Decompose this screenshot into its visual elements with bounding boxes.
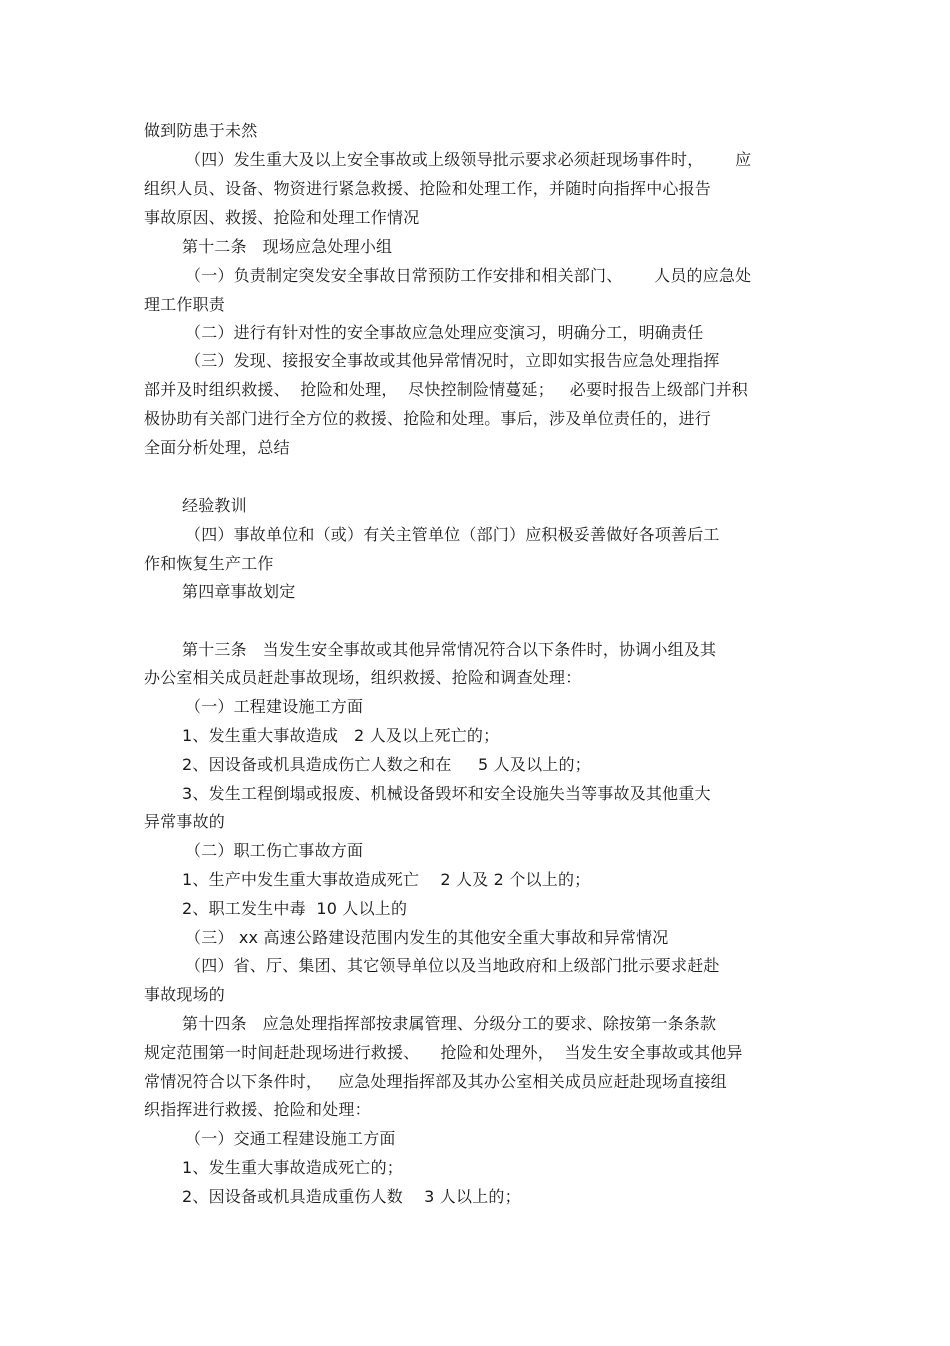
text-line: 常情况符合以下条件时， 应急处理指挥部及其办公室相关成员应赶赴现场直接组: [144, 1072, 727, 1091]
text-line: （一）工程建设施工方面: [185, 697, 364, 716]
text-line: 极协助有关部门进行全方位的救援、抢险和处理。事后，涉及单位责任的，进行: [144, 409, 712, 428]
text-line: （一）交通工程建设施工方面: [185, 1129, 396, 1148]
text-line: 全面分析处理，总结: [144, 438, 290, 457]
text-line: （二）进行有针对性的安全事故应急处理应变演习，明确分工，明确责任: [185, 323, 704, 342]
text-line: 办公室相关成员赶赴事故现场，组织救援、抢险和调查处理：: [144, 668, 582, 687]
text-line: （一）负责制定突发安全事故日常预防工作安排和相关部门、 人员的应急处: [185, 266, 752, 285]
section-heading: 第十三条 当发生安全事故或其他异常情况符合以下条件时，协调小组及其: [182, 640, 717, 659]
text-line: 2、职工发生中毒 10 人以上的: [182, 899, 408, 918]
section-heading: 第十四条 应急处理指挥部按隶属管理、分级分工的要求、除按第一条条款: [182, 1014, 717, 1033]
text-line: 经验教训: [182, 496, 247, 515]
text-line: 作和恢复生产工作: [144, 554, 274, 573]
text-line: 事故原因、救援、抢险和处理工作情况: [144, 208, 420, 227]
text-line: （三） xx 高速公路建设范围内发生的其他安全重大事故和异常情况: [185, 928, 669, 947]
text-line: 做到防患于未然: [144, 121, 258, 140]
text-line: （四）省、厅、集团、其它领导单位以及当地政府和上级部门批示要求赶赴: [185, 956, 720, 975]
text-line: 1、发生重大事故造成死亡的；: [182, 1158, 403, 1177]
text-line: 事故现场的: [144, 985, 226, 1004]
text-line: （三）发现、接报安全事故或其他异常情况时，立即如实报告应急处理指挥: [185, 351, 720, 370]
text-line: 部并及时组织救援、 抢险和处理， 尽快控制险情蔓延； 必要时报告上级部门并积: [144, 380, 749, 399]
text-line: 组织人员、设备、物资进行紧急救援、抢险和处理工作，并随时向指挥中心报告: [144, 179, 712, 198]
text-line: 异常事故的: [144, 812, 226, 831]
section-heading: 第十二条 现场应急处理小组: [182, 237, 393, 256]
text-line: 规定范围第一时间赶赴现场进行救援、 抢险和处理外， 当发生安全事故或其他异: [144, 1043, 743, 1062]
text-line: （四）事故单位和（或）有关主管单位（部门）应积极妥善做好各项善后工: [185, 525, 720, 544]
text-line: 1、生产中发生重大事故造成死亡 2 人及 2 个以上的；: [182, 870, 591, 889]
text-line: 1、发生重大事故造成 2 人及以上死亡的；: [182, 726, 500, 745]
text-line: 2、因设备或机具造成伤亡人数之和在 5 人及以上的；: [182, 755, 591, 774]
text-line: 织指挥进行救援、抢险和处理：: [144, 1100, 371, 1119]
chapter-heading: 第四章事故划定: [182, 582, 296, 601]
text-line: 2、因设备或机具造成重伤人数 3 人以上的；: [182, 1187, 521, 1206]
text-line: （二）职工伤亡事故方面: [185, 841, 364, 860]
text-line: 理工作职责: [144, 295, 226, 314]
text-line: 3、发生工程倒塌或报废、机械设备毁坏和安全设施失当等事故及其他重大: [182, 784, 711, 803]
text-line: （四）发生重大及以上安全事故或上级领导批示要求必须赶现场事件时， 应: [185, 150, 752, 169]
